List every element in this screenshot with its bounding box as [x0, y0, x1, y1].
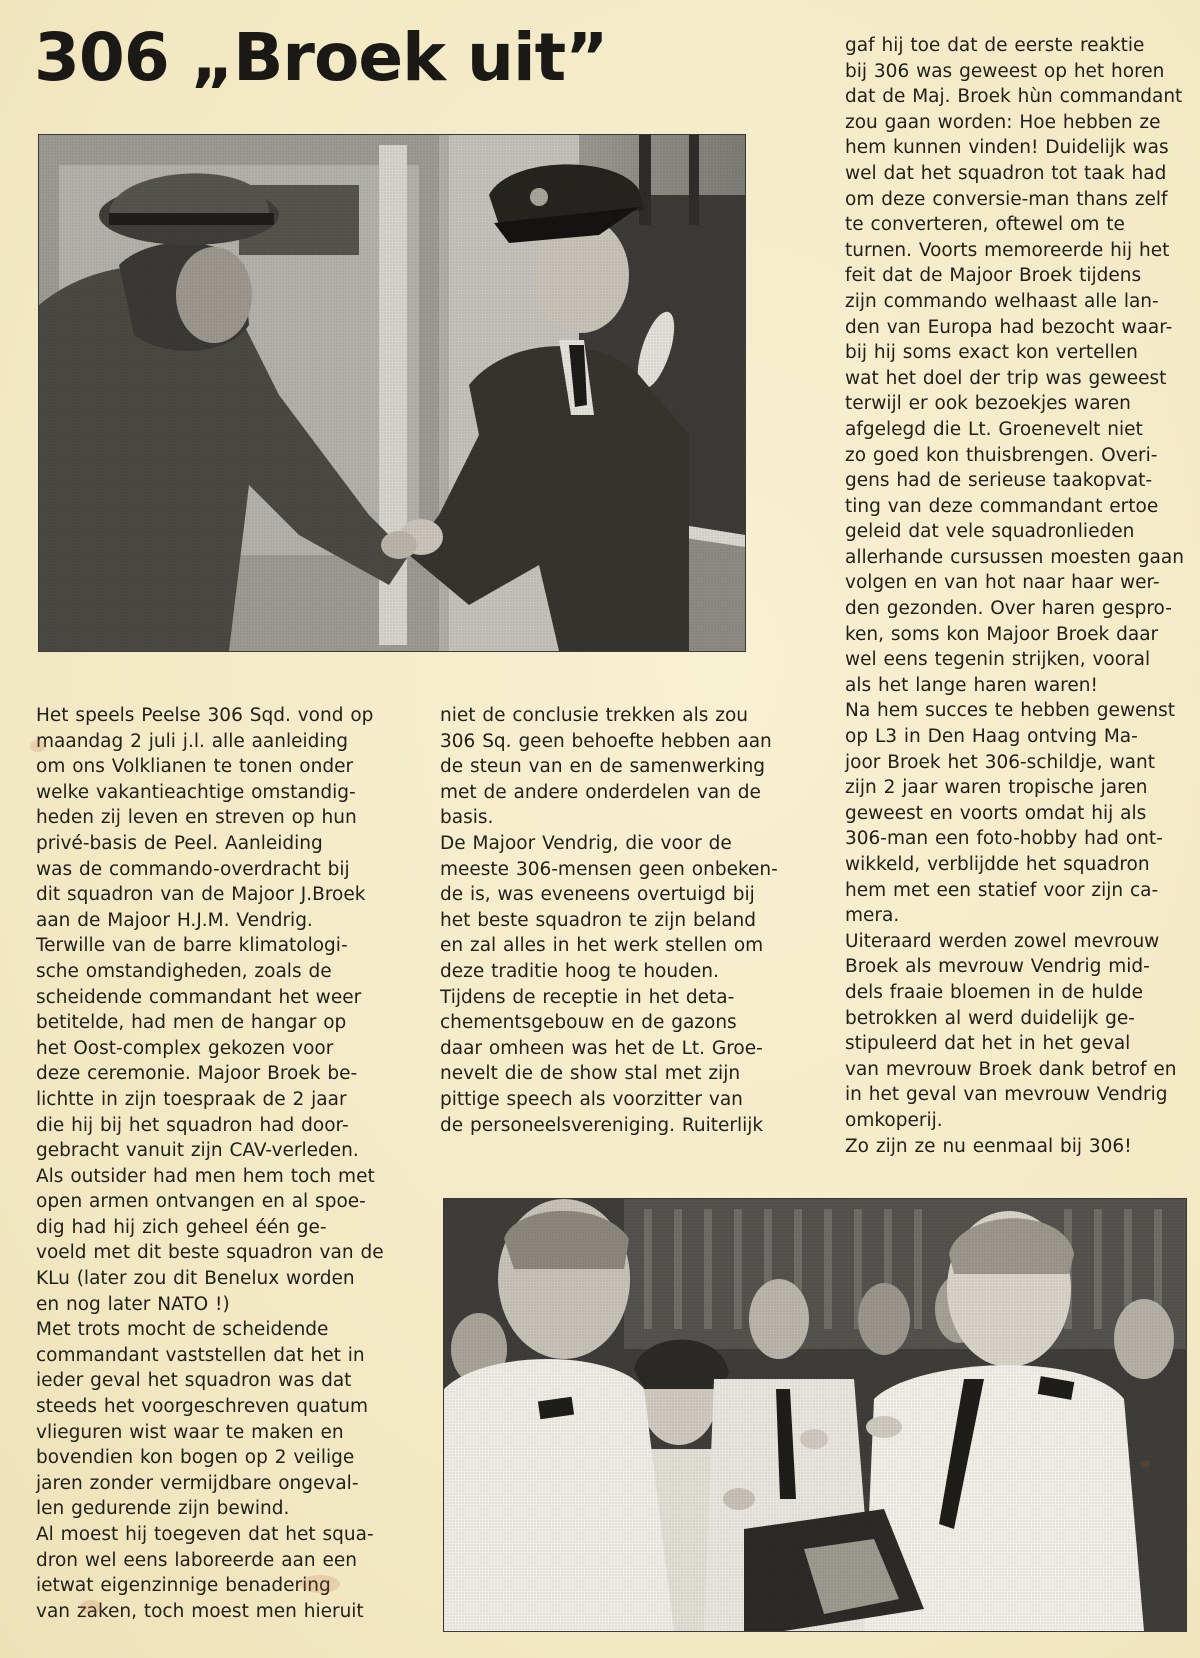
handshake-photo: [38, 134, 746, 652]
article-column-2: niet de conclusie trekken als zou 306 Sq. geen behoefte hebben aan de steun van en de samenwerking met de andere onderdelen van de basis. De Majoor Vendrig, die voor de meeste 306-mensen geen onbeken- de is, was eveneens overtuigd bij het beste squadron te zijn beland en zal alles in het werk stellen om deze traditie hoog te houden. Tijdens de receptie in het deta- chementsgebouw en de gazons daar omheen was het de Lt. Groe- nevelt die de show stal met zijn pittige speech als voorzitter van de personeelsvereniging. Ruiterlijk: [440, 705, 778, 1136]
paper-stain: [30, 740, 46, 752]
paper-stain: [300, 1575, 340, 1593]
reception-photo: [443, 1198, 1187, 1632]
paper-stain: [1140, 1460, 1150, 1468]
article-headline: 306 „Broek uit”: [34, 19, 608, 96]
paper-stain: [80, 1600, 102, 1614]
article-column-1: Het speels Peelse 306 Sqd. vond op maandag 2 juli j.l. alle aanleiding om ons Volklianen te tonen onder welke vakantieachtige omstandig- heden zij leven en streven op hun privé-basis de Peel. Aanleiding was de commando-overdracht bij dit squadron van de Majoor J.Broek aan de Majoor H.J.M. Vendrig. Terwille van de barre klimatologi- sche omstandigheden, zoals de scheidende commandant het weer betitelde, had men de hangar op het Oost-complex gekozen voor deze ceremonie. Majoor Broek be- lichtte in zijn toespraak de 2 jaar die hij bij het squadron had door- gebracht vanuit zijn CAV-verleden. Als outsider had men hem toch met open armen ontvangen en al spoe- dig had hij zich geheel één ge- voeld met dit beste squadron van de KLu (later zou dit Benelux worden en nog later NATO !) Met trots mocht de scheidende commandant vaststellen dat het in ieder geval het squadron was dat steeds het voorgeschreven quatum vlieguren wist waar te maken en bovendien kon bogen op 2 veilige jaren zonder vermijdbare ongeval- len gedurende zijn bewind. Al moest hij toegeven dat het squa- dron wel eens laboreerde aan een ietwat eigenzinnige benadering van zaken, toch moest men hieruit: [36, 705, 384, 1622]
handshake-photo-graphic: [39, 135, 745, 651]
article-column-3: gaf hij toe dat de eerste reaktie bij 306 was geweest op het horen dat de Maj. Broek hùn commandant zou gaan worden: Hoe hebben ze hem kunnen vinden! Duidelijk was wel dat het squadron tot taak had om deze conversie-man thans zelf te converteren, oftewel om te turnen. Voorts memoreerde hij het feit dat de Majoor Broek tijdens zijn commando welhaast alle lan- den van Europa had bezocht waar- bij hij soms exact kon vertellen wat het doel der trip was geweest terwijl er ook bezoekjes waren afgelegd die Lt. Groenevelt niet zo goed kon thuisbrengen. Overi- gens had de serieuse taakopvat- ting van deze commandant ertoe geleid dat vele squadronlieden allerhande cursussen moesten gaan volgen en van hot naar haar wer- den gezonden. Over haren gespro- ken, soms kon Majoor Broek daar wel eens tegenin strijken, vooral als het lange haren waren! Na hem succes te hebben gewenst op L3 in Den Haag ontving Ma- joor Broek het 306-schildje, want zijn 2 jaar waren tropische jaren geweest en voorts omdat hij als 306-man een foto-hobby had ont- wikkeld, verblijdde het squadron hem met een statief voor zijn ca- mera. Uiteraard werden zowel mevrouw Broek als mevrouw Vendrig mid- dels fraaie bloemen in de hulde betrokken al werd duidelijk ge- stipuleerd dat het in het geval van mevrouw Broek dank betrof en in het geval van mevrouw Vendrig omkoperij. Zo zijn ze nu eenmaal bij 306!: [845, 35, 1184, 1157]
reception-photo-graphic: [444, 1199, 1186, 1631]
